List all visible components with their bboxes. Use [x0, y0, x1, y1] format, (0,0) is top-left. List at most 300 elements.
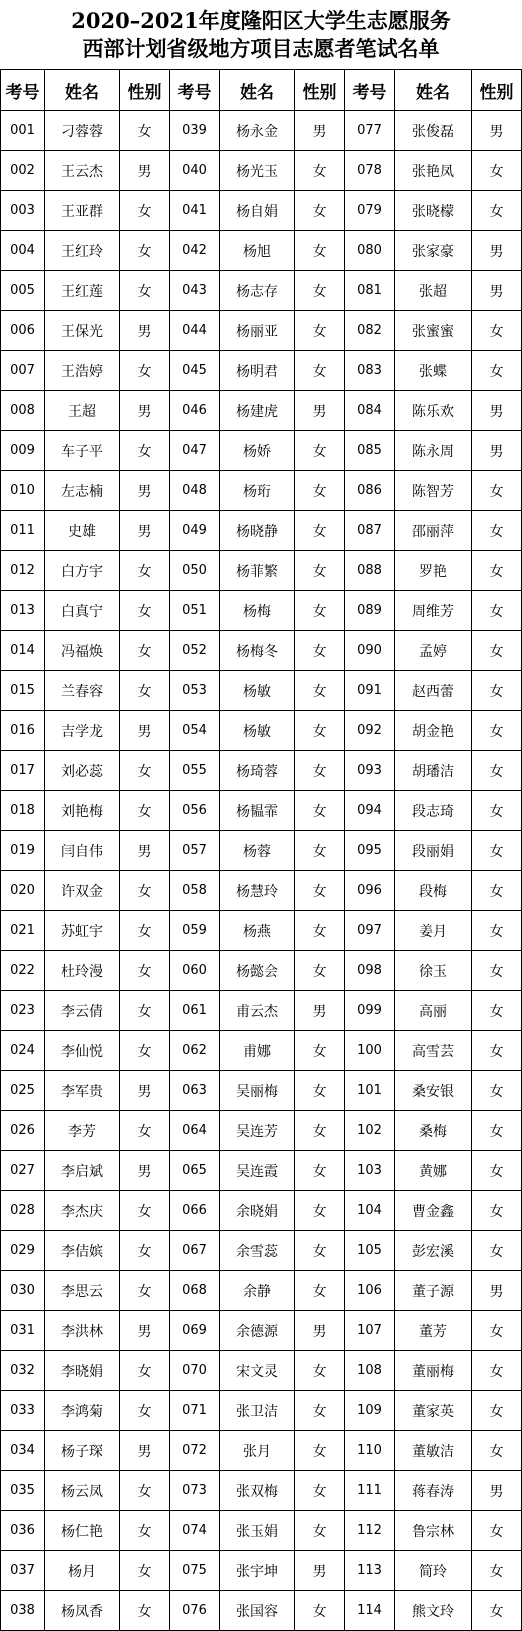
- exam-number-cell: 034: [1, 1431, 45, 1471]
- name-cell: 张超: [395, 271, 472, 311]
- exam-number-cell: 050: [170, 551, 220, 591]
- name-cell: 宋文灵: [220, 1351, 295, 1391]
- name-cell: 杨韫霏: [220, 791, 295, 831]
- gender-cell: 女: [295, 151, 345, 191]
- gender-cell: 女: [295, 871, 345, 911]
- name-cell: 张国容: [220, 1591, 295, 1631]
- exam-number-cell: 073: [170, 1471, 220, 1511]
- exam-number-cell: 098: [345, 951, 395, 991]
- gender-cell: 女: [472, 1391, 522, 1431]
- exam-number-cell: 004: [1, 231, 45, 271]
- gender-cell: 女: [472, 1031, 522, 1071]
- exam-number-cell: 017: [1, 751, 45, 791]
- gender-cell: 女: [120, 1231, 170, 1271]
- exam-number-cell: 033: [1, 1391, 45, 1431]
- table-row: [1, 1231, 522, 1271]
- gender-cell: 女: [120, 551, 170, 591]
- name-cell: 杨梅冬: [220, 631, 295, 671]
- exam-number-cell: 056: [170, 791, 220, 831]
- exam-number-cell: 003: [1, 191, 45, 231]
- exam-number-cell: 021: [1, 911, 45, 951]
- table-row: [1, 671, 522, 711]
- gender-cell: 女: [120, 1391, 170, 1431]
- gender-cell: 女: [472, 591, 522, 631]
- exam-number-cell: 042: [170, 231, 220, 271]
- gender-cell: 女: [295, 951, 345, 991]
- gender-cell: 女: [120, 951, 170, 991]
- gender-cell: 女: [120, 1591, 170, 1631]
- gender-cell: 女: [472, 1591, 522, 1631]
- gender-cell: 女: [120, 631, 170, 671]
- table-row: [1, 1271, 522, 1311]
- exam-number-cell: 096: [345, 871, 395, 911]
- exam-number-cell: 025: [1, 1071, 45, 1111]
- name-cell: 王保光: [45, 311, 120, 351]
- table-row: [1, 871, 522, 911]
- table-row: [1, 1431, 522, 1471]
- table-row: [1, 1151, 522, 1191]
- exam-number-cell: 066: [170, 1191, 220, 1231]
- name-cell: 赵西蕾: [395, 671, 472, 711]
- name-cell: 张蝶: [395, 351, 472, 391]
- name-cell: 姜月: [395, 911, 472, 951]
- exam-number-cell: 108: [345, 1351, 395, 1391]
- exam-number-cell: 104: [345, 1191, 395, 1231]
- name-cell: 陈智芳: [395, 471, 472, 511]
- exam-number-cell: 105: [345, 1231, 395, 1271]
- name-cell: 张晓檬: [395, 191, 472, 231]
- name-cell: 曹金鑫: [395, 1191, 472, 1231]
- gender-cell: 女: [295, 671, 345, 711]
- gender-cell: 女: [472, 991, 522, 1031]
- exam-number-cell: 060: [170, 951, 220, 991]
- gender-cell: 男: [472, 1471, 522, 1511]
- name-cell: 董家英: [395, 1391, 472, 1431]
- name-cell: 张宇坤: [220, 1551, 295, 1591]
- name-cell: 杨菲繁: [220, 551, 295, 591]
- gender-cell: 女: [295, 1471, 345, 1511]
- exam-number-cell: 053: [170, 671, 220, 711]
- gender-cell: 女: [295, 1391, 345, 1431]
- gender-cell: 女: [295, 351, 345, 391]
- gender-cell: 女: [295, 591, 345, 631]
- gender-cell: 女: [472, 1551, 522, 1591]
- exam-number-cell: 018: [1, 791, 45, 831]
- name-cell: 吴连霞: [220, 1151, 295, 1191]
- gender-cell: 女: [472, 831, 522, 871]
- gender-cell: 女: [295, 511, 345, 551]
- name-cell: 张俊磊: [395, 111, 472, 151]
- name-cell: 张双梅: [220, 1471, 295, 1511]
- table-row: [1, 271, 522, 311]
- name-cell: 董子源: [395, 1271, 472, 1311]
- gender-cell: 男: [472, 111, 522, 151]
- exam-number-cell: 078: [345, 151, 395, 191]
- gender-cell: 女: [295, 711, 345, 751]
- gender-cell: 女: [472, 1111, 522, 1151]
- gender-cell: 男: [295, 991, 345, 1031]
- gender-cell: 男: [120, 1151, 170, 1191]
- name-cell: 杨明君: [220, 351, 295, 391]
- exam-number-cell: 052: [170, 631, 220, 671]
- exam-number-cell: 016: [1, 711, 45, 751]
- exam-number-cell: 097: [345, 911, 395, 951]
- name-cell: 余德源: [220, 1311, 295, 1351]
- gender-cell: 女: [472, 1191, 522, 1231]
- name-cell: 杨光玉: [220, 151, 295, 191]
- name-cell: 徐玉: [395, 951, 472, 991]
- name-cell: 许双金: [45, 871, 120, 911]
- gender-cell: 女: [472, 311, 522, 351]
- name-cell: 史雄: [45, 511, 120, 551]
- gender-cell: 女: [295, 551, 345, 591]
- gender-cell: 女: [295, 831, 345, 871]
- name-cell: 白真宁: [45, 591, 120, 631]
- table-row: [1, 911, 522, 951]
- exam-number-cell: 068: [170, 1271, 220, 1311]
- name-cell: 车子平: [45, 431, 120, 471]
- exam-number-cell: 080: [345, 231, 395, 271]
- gender-cell: 男: [120, 831, 170, 871]
- name-cell: 白方宇: [45, 551, 120, 591]
- table-row: [1, 991, 522, 1031]
- exam-number-cell: 036: [1, 1511, 45, 1551]
- exam-number-cell: 082: [345, 311, 395, 351]
- gender-cell: 男: [120, 151, 170, 191]
- name-cell: 杨梅: [220, 591, 295, 631]
- gender-cell: 女: [295, 791, 345, 831]
- gender-cell: 女: [120, 671, 170, 711]
- name-cell: 桑梅: [395, 1111, 472, 1151]
- name-cell: 孟婷: [395, 631, 472, 671]
- name-cell: 高丽: [395, 991, 472, 1031]
- gender-cell: 女: [295, 231, 345, 271]
- exam-number-cell: 085: [345, 431, 395, 471]
- name-cell: 李洪林: [45, 1311, 120, 1351]
- table-row: [1, 1511, 522, 1551]
- table-row: [1, 511, 522, 551]
- exam-number-cell: 048: [170, 471, 220, 511]
- exam-number-cell: 103: [345, 1151, 395, 1191]
- name-cell: 李杰庆: [45, 1191, 120, 1231]
- exam-number-cell: 113: [345, 1551, 395, 1591]
- header-gender: 性别: [295, 70, 345, 111]
- exam-number-cell: 111: [345, 1471, 395, 1511]
- name-cell: 李芳: [45, 1111, 120, 1151]
- gender-cell: 女: [295, 1111, 345, 1151]
- gender-cell: 女: [120, 191, 170, 231]
- name-cell: 王红玲: [45, 231, 120, 271]
- gender-cell: 女: [120, 1551, 170, 1591]
- exam-number-cell: 011: [1, 511, 45, 551]
- gender-cell: 女: [295, 1231, 345, 1271]
- name-cell: 彭宏溪: [395, 1231, 472, 1271]
- table-row: [1, 431, 522, 471]
- gender-cell: 女: [120, 751, 170, 791]
- name-cell: 杨晓静: [220, 511, 295, 551]
- gender-cell: 女: [120, 1511, 170, 1551]
- gender-cell: 女: [295, 191, 345, 231]
- exam-number-cell: 102: [345, 1111, 395, 1151]
- exam-number-cell: 038: [1, 1591, 45, 1631]
- name-cell: 王红莲: [45, 271, 120, 311]
- name-cell: 杨建虎: [220, 391, 295, 431]
- gender-cell: 男: [472, 231, 522, 271]
- gender-cell: 女: [120, 591, 170, 631]
- exam-number-cell: 090: [345, 631, 395, 671]
- name-cell: 杨敏: [220, 711, 295, 751]
- exam-number-cell: 045: [170, 351, 220, 391]
- name-cell: 杨凤香: [45, 1591, 120, 1631]
- name-cell: 李佶嫔: [45, 1231, 120, 1271]
- gender-cell: 女: [120, 431, 170, 471]
- name-cell: 张卫洁: [220, 1391, 295, 1431]
- table-row: [1, 1071, 522, 1111]
- gender-cell: 男: [120, 711, 170, 751]
- header-exam-number: 考号: [345, 70, 395, 111]
- exam-number-cell: 013: [1, 591, 45, 631]
- name-cell: 杨敏: [220, 671, 295, 711]
- document-title-line1: 2020–2021年度隆阳区大学生志愿服务: [71, 8, 451, 33]
- gender-cell: 女: [120, 1031, 170, 1071]
- exam-number-cell: 037: [1, 1551, 45, 1591]
- gender-cell: 女: [472, 951, 522, 991]
- gender-cell: 男: [120, 1071, 170, 1111]
- name-cell: 王云杰: [45, 151, 120, 191]
- gender-cell: 女: [472, 631, 522, 671]
- name-cell: 胡金艳: [395, 711, 472, 751]
- gender-cell: 女: [472, 351, 522, 391]
- exam-number-cell: 088: [345, 551, 395, 591]
- exam-number-cell: 014: [1, 631, 45, 671]
- name-cell: 董敏洁: [395, 1431, 472, 1471]
- exam-number-cell: 010: [1, 471, 45, 511]
- header-name: 姓名: [45, 70, 120, 111]
- table-row: [1, 351, 522, 391]
- name-cell: 杨娇: [220, 431, 295, 471]
- exam-number-cell: 020: [1, 871, 45, 911]
- name-cell: 李鸿菊: [45, 1391, 120, 1431]
- gender-cell: 女: [472, 671, 522, 711]
- gender-cell: 男: [120, 391, 170, 431]
- name-cell: 吉学龙: [45, 711, 120, 751]
- exam-number-cell: 062: [170, 1031, 220, 1071]
- gender-cell: 女: [472, 1151, 522, 1191]
- name-cell: 段志琦: [395, 791, 472, 831]
- name-cell: 熊文玲: [395, 1591, 472, 1631]
- exam-number-cell: 109: [345, 1391, 395, 1431]
- name-cell: 余静: [220, 1271, 295, 1311]
- gender-cell: 女: [295, 1151, 345, 1191]
- exam-number-cell: 076: [170, 1591, 220, 1631]
- exam-number-cell: 074: [170, 1511, 220, 1551]
- name-cell: 左志楠: [45, 471, 120, 511]
- name-cell: 杨琦蓉: [220, 751, 295, 791]
- header-exam-number: 考号: [170, 70, 220, 111]
- exam-number-cell: 047: [170, 431, 220, 471]
- gender-cell: 女: [295, 1351, 345, 1391]
- gender-cell: 女: [472, 471, 522, 511]
- name-cell: 杨月: [45, 1551, 120, 1591]
- exam-number-cell: 051: [170, 591, 220, 631]
- exam-number-cell: 035: [1, 1471, 45, 1511]
- name-cell: 杨丽亚: [220, 311, 295, 351]
- table-row: [1, 751, 522, 791]
- gender-cell: 女: [472, 791, 522, 831]
- name-cell: 张蜜蜜: [395, 311, 472, 351]
- name-cell: 杜玲漫: [45, 951, 120, 991]
- name-cell: 董丽梅: [395, 1351, 472, 1391]
- gender-cell: 女: [295, 471, 345, 511]
- exam-number-cell: 067: [170, 1231, 220, 1271]
- exam-number-cell: 015: [1, 671, 45, 711]
- table-row: [1, 551, 522, 591]
- table-row: [1, 1111, 522, 1151]
- table-row: [1, 151, 522, 191]
- gender-cell: 男: [295, 391, 345, 431]
- gender-cell: 女: [295, 1591, 345, 1631]
- table-row: [1, 111, 522, 151]
- name-cell: 刘艳梅: [45, 791, 120, 831]
- exam-number-cell: 079: [345, 191, 395, 231]
- gender-cell: 男: [472, 271, 522, 311]
- gender-cell: 女: [295, 431, 345, 471]
- gender-cell: 女: [295, 1511, 345, 1551]
- table-row: [1, 1471, 522, 1511]
- name-cell: 杨永金: [220, 111, 295, 151]
- exam-number-cell: 059: [170, 911, 220, 951]
- gender-cell: 女: [472, 1231, 522, 1271]
- exam-number-cell: 107: [345, 1311, 395, 1351]
- exam-number-cell: 054: [170, 711, 220, 751]
- exam-number-cell: 071: [170, 1391, 220, 1431]
- gender-cell: 女: [120, 231, 170, 271]
- exam-number-cell: 093: [345, 751, 395, 791]
- exam-number-cell: 087: [345, 511, 395, 551]
- exam-number-cell: 039: [170, 111, 220, 151]
- exam-number-cell: 055: [170, 751, 220, 791]
- gender-cell: 男: [295, 1551, 345, 1591]
- table-row: [1, 1351, 522, 1391]
- name-cell: 杨子琛: [45, 1431, 120, 1471]
- name-cell: 吴连芳: [220, 1111, 295, 1151]
- name-cell: 蒋春涛: [395, 1471, 472, 1511]
- exam-number-cell: 031: [1, 1311, 45, 1351]
- candidate-table: [0, 69, 522, 1631]
- gender-cell: 女: [120, 1351, 170, 1391]
- gender-cell: 女: [120, 1191, 170, 1231]
- exam-number-cell: 061: [170, 991, 220, 1031]
- gender-cell: 女: [295, 1031, 345, 1071]
- name-cell: 王亚群: [45, 191, 120, 231]
- gender-cell: 女: [120, 911, 170, 951]
- name-cell: 杨蓉: [220, 831, 295, 871]
- exam-number-cell: 012: [1, 551, 45, 591]
- exam-number-cell: 084: [345, 391, 395, 431]
- gender-cell: 女: [295, 311, 345, 351]
- table-row: [1, 1551, 522, 1591]
- gender-cell: 女: [472, 911, 522, 951]
- exam-number-cell: 019: [1, 831, 45, 871]
- name-cell: 陈永周: [395, 431, 472, 471]
- name-cell: 杨燕: [220, 911, 295, 951]
- exam-number-cell: 064: [170, 1111, 220, 1151]
- gender-cell: 女: [120, 871, 170, 911]
- gender-cell: 女: [120, 111, 170, 151]
- name-cell: 鲁宗林: [395, 1511, 472, 1551]
- header-gender: 性别: [120, 70, 170, 111]
- name-cell: 李晓娟: [45, 1351, 120, 1391]
- exam-number-cell: 026: [1, 1111, 45, 1151]
- table-row: [1, 631, 522, 671]
- name-cell: 甫云杰: [220, 991, 295, 1031]
- gender-cell: 男: [120, 471, 170, 511]
- name-cell: 刘必蕊: [45, 751, 120, 791]
- name-cell: 苏虹宇: [45, 911, 120, 951]
- exam-number-cell: 043: [170, 271, 220, 311]
- exam-number-cell: 049: [170, 511, 220, 551]
- header-row: [1, 70, 522, 111]
- exam-number-cell: 083: [345, 351, 395, 391]
- table-row: [1, 311, 522, 351]
- name-cell: 张玉娟: [220, 1511, 295, 1551]
- gender-cell: 男: [120, 311, 170, 351]
- name-cell: 陈乐欢: [395, 391, 472, 431]
- exam-number-cell: 077: [345, 111, 395, 151]
- table-row: [1, 391, 522, 431]
- name-cell: 董芳: [395, 1311, 472, 1351]
- name-cell: 杨慧玲: [220, 871, 295, 911]
- header-name: 姓名: [220, 70, 295, 111]
- exam-number-cell: 070: [170, 1351, 220, 1391]
- gender-cell: 女: [295, 751, 345, 791]
- gender-cell: 男: [472, 391, 522, 431]
- name-cell: 兰春容: [45, 671, 120, 711]
- exam-number-cell: 100: [345, 1031, 395, 1071]
- exam-number-cell: 008: [1, 391, 45, 431]
- name-cell: 李启斌: [45, 1151, 120, 1191]
- name-cell: 杨旭: [220, 231, 295, 271]
- name-cell: 邵丽萍: [395, 511, 472, 551]
- name-cell: 杨志存: [220, 271, 295, 311]
- name-cell: 胡璠洁: [395, 751, 472, 791]
- gender-cell: 女: [120, 1271, 170, 1311]
- table-row: [1, 591, 522, 631]
- gender-cell: 女: [472, 1311, 522, 1351]
- gender-cell: 男: [120, 1431, 170, 1471]
- exam-number-cell: 001: [1, 111, 45, 151]
- gender-cell: 女: [472, 871, 522, 911]
- gender-cell: 女: [472, 711, 522, 751]
- name-cell: 桑安银: [395, 1071, 472, 1111]
- name-cell: 杨云凤: [45, 1471, 120, 1511]
- name-cell: 李仙悦: [45, 1031, 120, 1071]
- exam-number-cell: 022: [1, 951, 45, 991]
- gender-cell: 男: [472, 1271, 522, 1311]
- exam-number-cell: 058: [170, 871, 220, 911]
- name-cell: 张月: [220, 1431, 295, 1471]
- gender-cell: 女: [295, 1431, 345, 1471]
- table-row: [1, 1031, 522, 1071]
- exam-number-cell: 069: [170, 1311, 220, 1351]
- exam-number-cell: 041: [170, 191, 220, 231]
- exam-number-cell: 027: [1, 1151, 45, 1191]
- table-row: [1, 711, 522, 751]
- exam-number-cell: 024: [1, 1031, 45, 1071]
- gender-cell: 女: [472, 191, 522, 231]
- gender-cell: 男: [120, 511, 170, 551]
- table-row: [1, 471, 522, 511]
